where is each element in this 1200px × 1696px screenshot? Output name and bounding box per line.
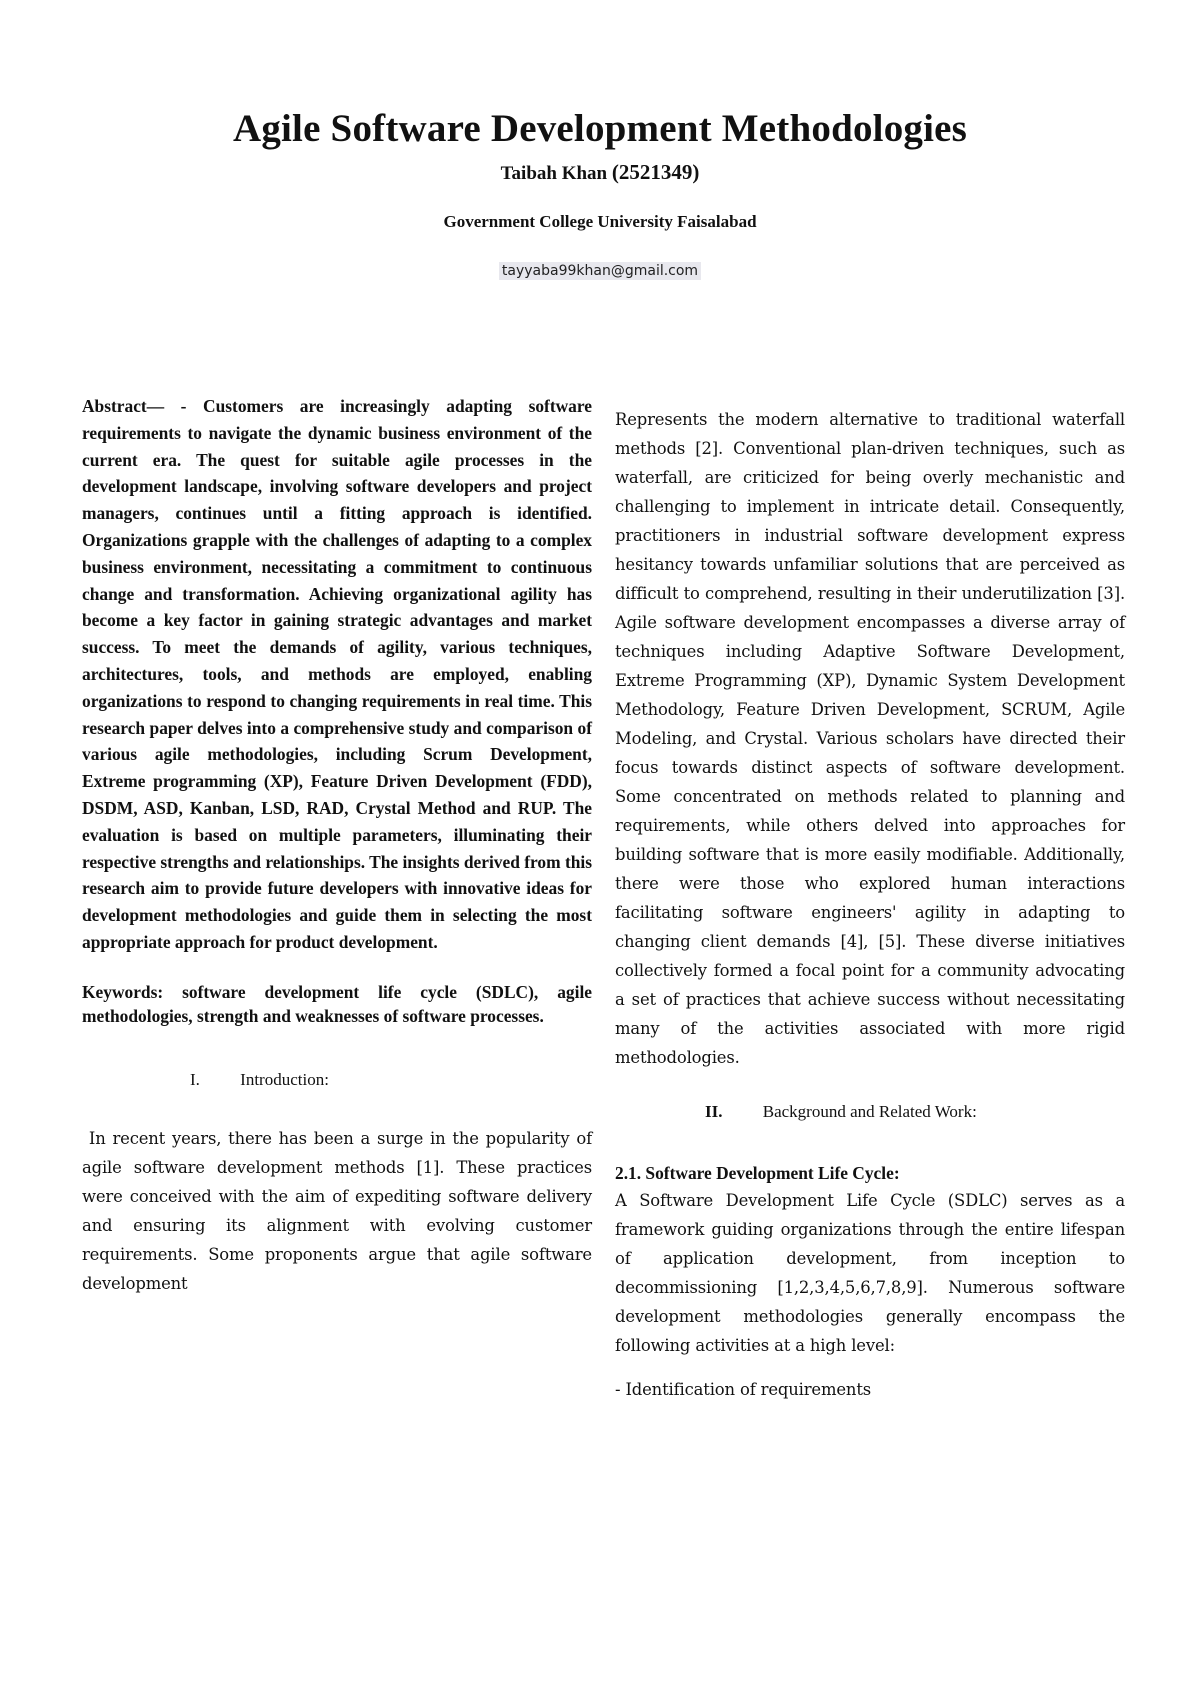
paper-title: Agile Software Development Methodologies bbox=[232, 107, 968, 150]
right-column bbox=[615, 405, 1125, 1399]
section-heading-introduction bbox=[82, 1070, 592, 1090]
section-title: Background and Related Work: bbox=[762, 1102, 977, 1121]
section-number: I. bbox=[190, 1069, 200, 1089]
affiliation: Government College University Faisalabad bbox=[443, 212, 757, 231]
sdlc-body: A Software Development Life Cycle (SDLC) serves as a framework guiding organizations through the entire lifespan of application development, from inception to decommissioning [1,2,3,4,5,6,7,8,9]. Numerous software development methodologies generally encompass the following activities at a high level: bbox=[615, 1191, 1125, 1355]
author-id: (2521349) bbox=[611, 160, 700, 184]
author-line bbox=[0, 160, 1200, 185]
section-number: II. bbox=[705, 1102, 723, 1121]
author-name: Taibah Khan bbox=[500, 163, 608, 184]
author-email-link[interactable]: tayyaba99khan@gmail.com bbox=[499, 262, 701, 280]
list-item: - Identification of requirements bbox=[615, 1380, 872, 1399]
continuation-text: Represents the modern alternative to traditional waterfall methods [2]. Conventional plan-driven techniques, such as waterfall, are criticized for being overly mechanistic and challenging to implement in intricate detail. Consequently, practitioners in industrial software development express hesitancy towards unfamiliar solutions that are perceived as difficult to comprehend, resulting in their underutilization [3]. Agile software development encompasses a diverse array of techniques including Adaptive Software Development, Extreme Programming (XP), Dynamic System Development Methodology, Feature Driven Development, SCRUM, Agile Modeling, and Crystal. Various scholars have directed their focus towards distinct aspects of software development. Some concentrated on methods related to planning and requirements, while others delved into approaches for building software that is more easily modifiable. Additionally, there were those who explored human interactions facilitating software engineers' agility in adapting to changing client demands [4], [5]. These diverse initiatives collectively formed a focal point for a community advocating a set of practices that achieve success without necessitating many of the activities associated with more rigid methodologies. bbox=[615, 410, 1125, 1067]
section-heading-background bbox=[615, 1102, 1125, 1122]
section-title: Introduction: bbox=[240, 1069, 329, 1089]
keywords: Keywords: software development life cycle (SDLC), agile methodologies, strength and weaknesses of software processes. bbox=[82, 981, 592, 1026]
email-line bbox=[0, 262, 1200, 280]
left-column bbox=[82, 393, 592, 1298]
subsection-heading-sdlc: 2.1. Software Development Life Cycle: bbox=[615, 1163, 900, 1183]
introduction-body: In recent years, there has been a surge in the popularity of agile software development methods [1]. These practices were conceived with the aim of expediting software delivery and ensuring its alignment with evolving customer requirements. Some proponents argue that agile software development bbox=[82, 1128, 593, 1293]
abstract: Abstract— - Customers are increasingly adapting software requirements to navigate the dynamic business environment of the current era. The quest for suitable agile processes in the development landscape, involving software developers and project managers, continues until a fitting approach is identified. Organizations grapple with the challenges of adapting to a complex business environment, necessitating a commitment to continuous change and transformation. Achieving organizational agility has become a key factor in gaining strategic advantages and market success. To meet the demands of agility, various techniques, architectures, tools, and methods are employed, enabling organizations to respond to changing requirements in real time. This research paper delves into a comprehensive study and comparison of various agile methodologies, including Scrum Development, Extreme programming (XP), Feature Driven Development (FDD), DSDM, ASD, Kanban, LSD, RAD, Crystal Method and RUP. The evaluation is based on multiple parameters, illuminating their respective strengths and relationships. The insights derived from this research aim to provide future developers with innovative ideas for development methodologies and guide them in selecting the most appropriate approach for product development. bbox=[82, 396, 593, 952]
